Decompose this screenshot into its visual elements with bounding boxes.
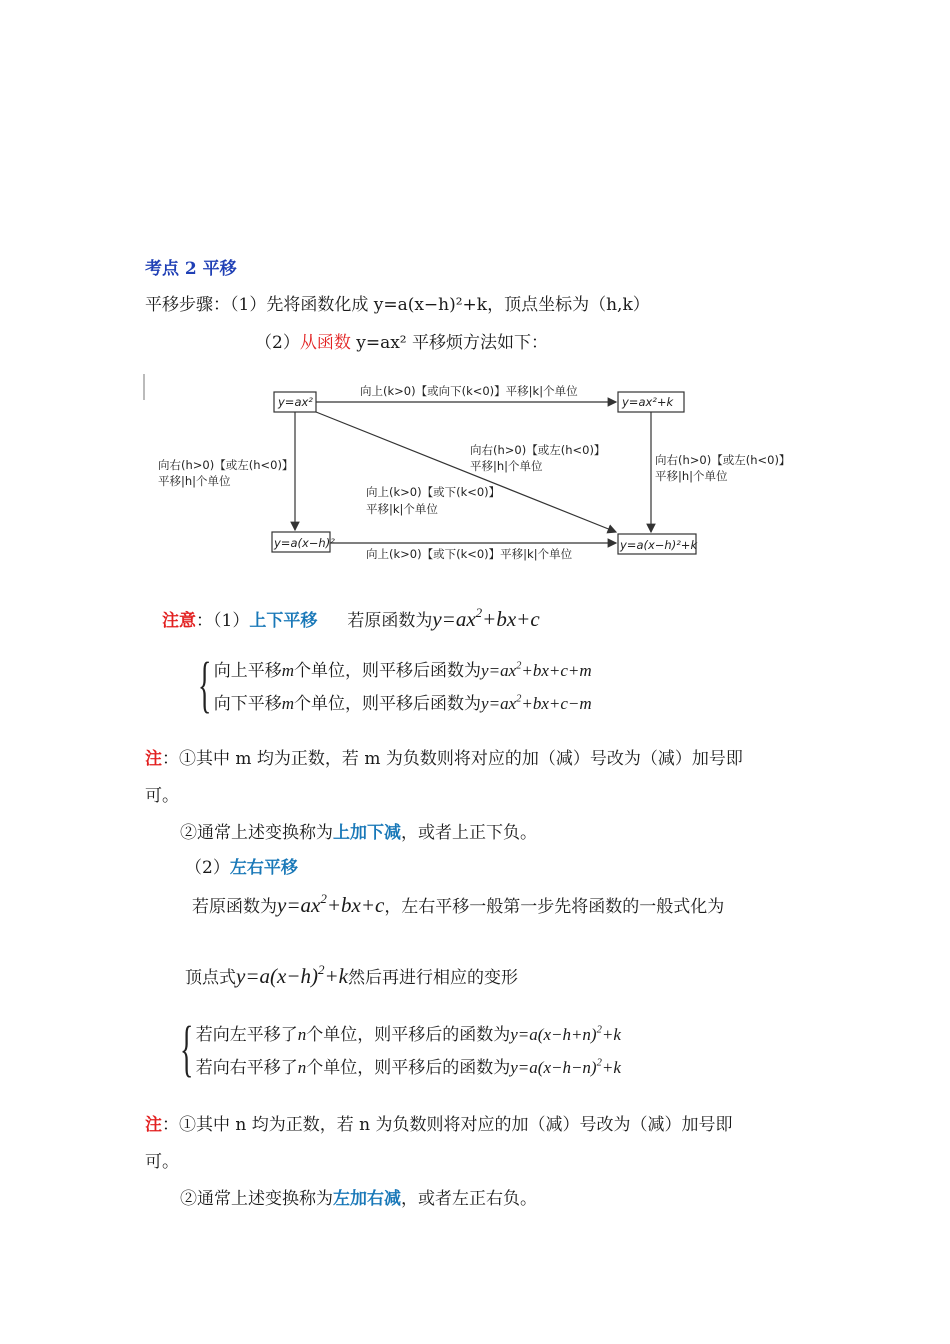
right-shift-line [196, 1053, 621, 1078]
up-shift-text: 向上平移 [213, 661, 282, 681]
bottom-arrow-label: 向上(k>0)【或下(k<0)】平移|k|个单位 [366, 547, 573, 561]
box-top-right-label: y=ax²+k [622, 395, 674, 409]
box-bottom-left-label: y=a(x−h)² [274, 536, 335, 550]
translation-diagram [140, 370, 800, 570]
item2-vertex-line [185, 963, 518, 989]
note1-key-phrase: 上加下减 [333, 823, 401, 843]
right-arrow-label-2: 平移|h|个单位 [655, 469, 728, 483]
note2-label: 注 [145, 1115, 162, 1135]
note1-line3-prefix: ②通常上述变换称为 [180, 823, 333, 843]
left-shift-rest: 个单位，则平移后的函数为 [306, 1025, 511, 1045]
up-shift-formula: $y=ax^2+bx+c+m$ [481, 660, 592, 680]
item2-formula: $y=ax^2+bx+c$ [277, 890, 385, 917]
note2-line3-prefix: ②通常上述变换称为 [180, 1189, 333, 1209]
note1-line3-suffix: ，或者上正下负。 [401, 823, 537, 843]
note2-text: ：①其中 n 均为正数，若 n 为负数则将对应的加（减）号改为（减）加号即 [162, 1115, 733, 1135]
note2-line1 [145, 1110, 733, 1135]
section-title: 考点 2 平移 [145, 259, 237, 279]
item2-title: 左右平移 [229, 858, 298, 878]
item2-text-prefix: 若原函数为 [192, 897, 277, 917]
note2-line3-suffix: ，或者左正右负。 [401, 1189, 537, 1209]
down-shift-line [214, 689, 592, 714]
item2-line1 [192, 892, 724, 918]
up-shift-rest: 个单位，则平移后函数为 [294, 661, 482, 681]
note1-label: 注 [145, 749, 162, 769]
left-shift-formula: $y=a(x-h+n)^2+k$ [510, 1024, 621, 1044]
diagonal-label-b-2: 平移|k|个单位 [366, 502, 438, 516]
box-bottom-right-label: y=a(x−h)²+k [620, 538, 698, 552]
down-shift-m: m [281, 694, 295, 713]
note1-line1 [145, 744, 743, 769]
note2-key-phrase: 左加右减 [333, 1189, 401, 1209]
left-shift-line [196, 1020, 621, 1045]
brace-symbol: { [198, 651, 212, 719]
note2-line2: 可。 [145, 1152, 179, 1172]
item2-heading [185, 853, 298, 878]
step2-rest: y=ax² 平移烦方法如下： [350, 333, 549, 353]
notice-label: 注意 [162, 611, 196, 631]
notice-item1-num: （1） [213, 611, 250, 631]
up-shift-line [214, 656, 592, 681]
right-shift-rest: 个单位，则平移后的函数为 [306, 1058, 511, 1078]
notice-item1-formula: $y=ax^2+bx+c$ [432, 604, 540, 631]
notice-item1-text: 若原函数为 [347, 611, 433, 631]
brace-symbol-2: { [180, 1015, 194, 1083]
left-arrow-label-1: 向右(h>0)【或左(h<0)】 [158, 458, 294, 472]
down-shift-formula: $y=ax^2+bx+c-m$ [481, 693, 592, 713]
vertex-prefix: 顶点式 [185, 968, 236, 988]
updown-brace-group [198, 651, 592, 719]
left-shift-text: 若向左平移了 [195, 1025, 298, 1045]
up-shift-m: m [281, 661, 295, 680]
box-top-left-label: y=ax² [278, 395, 313, 409]
diagonal-label-b-1: 向上(k>0)【或下(k<0)】 [366, 485, 501, 499]
left-shift-n: n [297, 1025, 307, 1044]
leftright-brace-group [180, 1015, 621, 1083]
step2-red-text: 从函数 [299, 333, 351, 353]
right-shift-text: 若向右平移了 [195, 1058, 298, 1078]
vertex-formula: $y=a(x-h)^2+k$ [236, 961, 348, 988]
note1-line2: 可。 [145, 786, 179, 806]
step2-prefix: （2） [255, 333, 300, 353]
right-arrow-label-1: 向右(h>0)【或左(h<0)】 [655, 453, 791, 467]
note1-line3 [180, 818, 537, 843]
diagonal-label-a-2: 平移|h|个单位 [470, 459, 543, 473]
top-arrow-label: 向上(k>0)【或向下(k<0)】平移|k|个单位 [360, 384, 578, 398]
left-arrow-label-2: 平移|h|个单位 [158, 474, 231, 488]
steps-item-2 [255, 328, 548, 353]
notice-item1-title: 上下平移 [249, 611, 318, 631]
steps-intro: 平移步骤：（1）先将函数化成 y=a(x−h)²+k，顶点坐标为（h,k） [145, 295, 650, 315]
note2-line3 [180, 1184, 537, 1209]
diagonal-label-a-1: 向右(h>0)【或左(h<0)】 [470, 443, 606, 457]
notice-colon: ： [196, 611, 213, 631]
item2-text-suffix: ，左右平移一般第一步先将函数的一般式化为 [384, 897, 725, 917]
arrow-diagonal [316, 412, 616, 532]
item2-num: （2） [185, 858, 230, 878]
down-shift-rest: 个单位，则平移后函数为 [294, 694, 482, 714]
notice-line [162, 606, 540, 632]
right-shift-formula: $y=a(x-h-n)^2+k$ [510, 1057, 621, 1077]
note1-text: ：①其中 m 均为正数，若 m 为负数则将对应的加（减）号改为（减）加号即 [162, 749, 743, 769]
right-shift-n: n [297, 1058, 307, 1077]
vertex-suffix: 然后再进行相应的变形 [348, 968, 518, 988]
down-shift-text: 向下平移 [213, 694, 282, 714]
